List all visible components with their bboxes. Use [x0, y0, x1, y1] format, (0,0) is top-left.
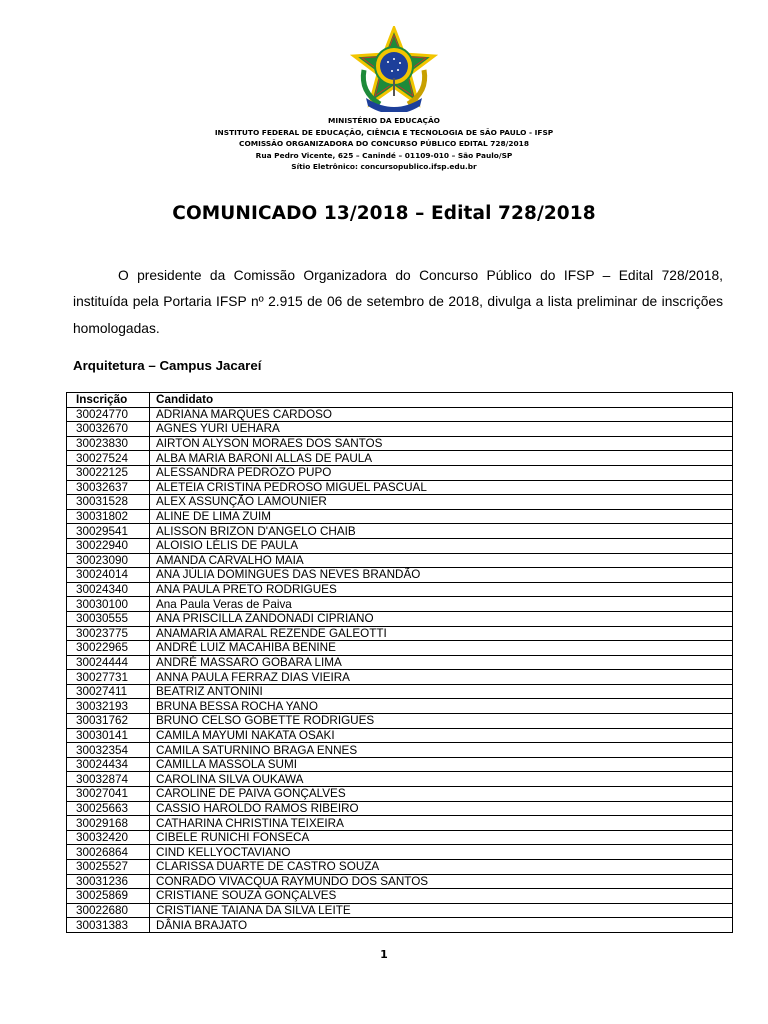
table-row — [67, 728, 733, 743]
candidates-table — [66, 392, 733, 933]
inscricao-cell: 30025869 — [67, 889, 150, 904]
inscricao-cell: 30027041 — [67, 787, 150, 802]
inscricao-cell: 30032193 — [67, 699, 150, 714]
candidato-cell: CASSIO HAROLDO RAMOS RIBEIRO — [150, 801, 733, 816]
inscricao-cell: 30032354 — [67, 743, 150, 758]
table-row — [67, 787, 733, 802]
inscricao-cell: 30031762 — [67, 714, 150, 729]
inscricao-cell: 30032874 — [67, 772, 150, 787]
table-header-row — [67, 393, 733, 408]
inscricao-cell: 30031236 — [67, 874, 150, 889]
candidato-cell: CAMILLA MASSOLA SUMI — [150, 757, 733, 772]
table-row — [67, 860, 733, 875]
table-row — [67, 538, 733, 553]
candidato-cell: ANAMARIA AMARAL REZENDE GALEOTTI — [150, 626, 733, 641]
candidato-cell: ALESSANDRA PEDROZO PUPO — [150, 465, 733, 480]
table-row — [67, 655, 733, 670]
inscricao-cell: 30024444 — [67, 655, 150, 670]
inscricao-cell: 30031528 — [67, 495, 150, 510]
inscricao-cell: 30022680 — [67, 903, 150, 918]
candidato-cell: BRUNA BESSA ROCHA YANO — [150, 699, 733, 714]
brazil-coat-of-arms-icon — [350, 26, 438, 112]
table-row — [67, 582, 733, 597]
candidato-cell: CIBELE RUNICHI FONSECA — [150, 830, 733, 845]
candidato-cell: ADRIANA MARQUES CARDOSO — [150, 407, 733, 422]
page-number: 1 — [380, 948, 388, 961]
intro-text: O presidente da Comissão Organizadora do Concurso Público do IFSP – Edital 728/2018, instituída pela Portaria IFSP nº 2.915 de 06 de setembro de 2018, divulga a lista preliminar de inscrições homologadas. — [73, 268, 723, 336]
header-line-institute: INSTITUTO FEDERAL DE EDUCAÇÃO, CIÊNCIA E TECNOLOGIA DE SÃO PAULO - IFSP — [214, 127, 554, 137]
header-line-commission: COMISSÃO ORGANIZADORA DO CONCURSO PÚBLICO EDITAL 728/2018 — [239, 139, 529, 149]
inscricao-cell: 30025527 — [67, 860, 150, 875]
inscricao-cell: 30032670 — [67, 422, 150, 437]
inscricao-cell: 30022965 — [67, 641, 150, 656]
table-row — [67, 670, 733, 685]
letterhead — [0, 115, 768, 173]
candidato-cell: ALEX ASSUNÇÃO LAMOUNIER — [150, 495, 733, 510]
table-row — [67, 801, 733, 816]
inscricao-cell: 30023775 — [67, 626, 150, 641]
table-row — [67, 845, 733, 860]
candidato-cell: ANDRÉ MASSARO GOBARA LIMA — [150, 655, 733, 670]
table-row — [67, 830, 733, 845]
candidato-cell: CRISTIANE TAIANA DA SILVA LEITE — [150, 903, 733, 918]
table-row — [67, 422, 733, 437]
inscricao-cell: 30030555 — [67, 611, 150, 626]
candidato-cell: CATHARINA CHRISTINA TEIXEIRA — [150, 816, 733, 831]
candidato-cell: ALINE DE LIMA ZUIM — [150, 509, 733, 524]
candidato-cell: ANNA PAULA FERRAZ DIAS VIEIRA — [150, 670, 733, 685]
inscricao-cell: 30031383 — [67, 918, 150, 933]
column-header-candidato: Candidato — [150, 393, 733, 408]
candidato-cell: ALETEIA CRISTINA PEDROSO MIGUEL PASCUAL — [150, 480, 733, 495]
table-row — [67, 436, 733, 451]
candidato-cell: ALBA MARIA BARONI ALLAS DE PAULA — [150, 451, 733, 466]
table-row — [67, 451, 733, 466]
candidato-cell: AMANDA CARVALHO MAIA — [150, 553, 733, 568]
table-row — [67, 889, 733, 904]
inscricao-cell: 30032420 — [67, 830, 150, 845]
candidato-cell: ANA JÚLIA DOMINGUES DAS NEVES BRANDÃO — [150, 568, 733, 583]
table-row — [67, 757, 733, 772]
document-title: COMUNICADO 13/2018 – Edital 728/2018 — [172, 203, 596, 224]
inscricao-cell: 30023090 — [67, 553, 150, 568]
table-row — [67, 874, 733, 889]
inscricao-cell: 30031802 — [67, 509, 150, 524]
candidato-cell: ALOISIO LÉLIS DE PAULA — [150, 538, 733, 553]
table-row — [67, 524, 733, 539]
inscricao-cell: 30029168 — [67, 816, 150, 831]
candidato-cell: ANDRÉ LUIZ MACAHIBA BENINE — [150, 641, 733, 656]
inscricao-cell: 30032637 — [67, 480, 150, 495]
inscricao-cell: 30022125 — [67, 465, 150, 480]
table-row — [67, 611, 733, 626]
candidato-cell: CONRADO VIVACQUA RAYMUNDO DOS SANTOS — [150, 874, 733, 889]
candidato-cell: CRISTIANE SOUZA GONÇALVES — [150, 889, 733, 904]
table-row — [67, 407, 733, 422]
table-row — [67, 480, 733, 495]
table-row — [67, 918, 733, 933]
candidato-cell: BEATRIZ ANTONINI — [150, 684, 733, 699]
inscricao-cell: 30024340 — [67, 582, 150, 597]
inscricao-cell: 30027731 — [67, 670, 150, 685]
candidato-cell: BRUNO CELSO GOBETTE RODRIGUES — [150, 714, 733, 729]
column-header-inscricao: Inscrição — [67, 393, 150, 408]
inscricao-cell: 30030100 — [67, 597, 150, 612]
header-line-website: Sítio Eletrônico: concursopublico.ifsp.edu.br — [291, 162, 477, 172]
table-row — [67, 641, 733, 656]
candidato-cell: CLARISSA DUARTE DE CASTRO SOUZA — [150, 860, 733, 875]
inscricao-cell: 30030141 — [67, 728, 150, 743]
table-row — [67, 553, 733, 568]
table-row — [67, 568, 733, 583]
table-row — [67, 684, 733, 699]
candidato-cell: CAROLINE DE PAIVA GONÇALVES — [150, 787, 733, 802]
inscricao-cell: 30023830 — [67, 436, 150, 451]
candidato-cell: CAMILA SATURNINO BRAGA ENNES — [150, 743, 733, 758]
inscricao-cell: 30024770 — [67, 407, 150, 422]
intro-paragraph — [73, 263, 723, 342]
inscricao-cell: 30024014 — [67, 568, 150, 583]
candidato-cell: CAROLINA SILVA OUKAWA — [150, 772, 733, 787]
inscricao-cell: 30027524 — [67, 451, 150, 466]
candidato-cell: CAMILA MAYUMI NAKATA OSAKI — [150, 728, 733, 743]
header-line-ministry: MINISTÉRIO DA EDUCAÇÃO — [328, 116, 440, 125]
header-line-address: Rua Pedro Vicente, 625 – Canindé – 01109-010 – São Paulo/SP — [255, 150, 513, 160]
table-row — [67, 699, 733, 714]
table-row — [67, 714, 733, 729]
candidato-cell: CIND KELLYOCTAVIANO — [150, 845, 733, 860]
inscricao-cell: 30026864 — [67, 845, 150, 860]
section-title: Arquitetura – Campus Jacareí — [73, 358, 262, 373]
candidato-cell: ANA PRISCILLA ZANDONADI CIPRIANO — [150, 611, 733, 626]
candidato-cell: AIRTON ALYSON MORAES DOS SANTOS — [150, 436, 733, 451]
table-row — [67, 509, 733, 524]
table-row — [67, 743, 733, 758]
table-row — [67, 772, 733, 787]
inscricao-cell: 30024434 — [67, 757, 150, 772]
inscricao-cell: 30022940 — [67, 538, 150, 553]
inscricao-cell: 30029541 — [67, 524, 150, 539]
candidato-cell: Ana Paula Veras de Paiva — [150, 597, 733, 612]
candidato-cell: ANA PAULA PRETO RODRIGUES — [150, 582, 733, 597]
table-row — [67, 903, 733, 918]
candidato-cell: AGNES YURI UEHARA — [150, 422, 733, 437]
inscricao-cell: 30027411 — [67, 684, 150, 699]
table-row — [67, 465, 733, 480]
candidato-cell: DÂNIA BRAJATO — [150, 918, 733, 933]
table-body — [67, 407, 733, 932]
candidato-cell: ALISSON BRIZON D'ANGELO CHAIB — [150, 524, 733, 539]
inscricao-cell: 30025663 — [67, 801, 150, 816]
table-row — [67, 816, 733, 831]
table-row — [67, 626, 733, 641]
table-row — [67, 597, 733, 612]
table-row — [67, 495, 733, 510]
